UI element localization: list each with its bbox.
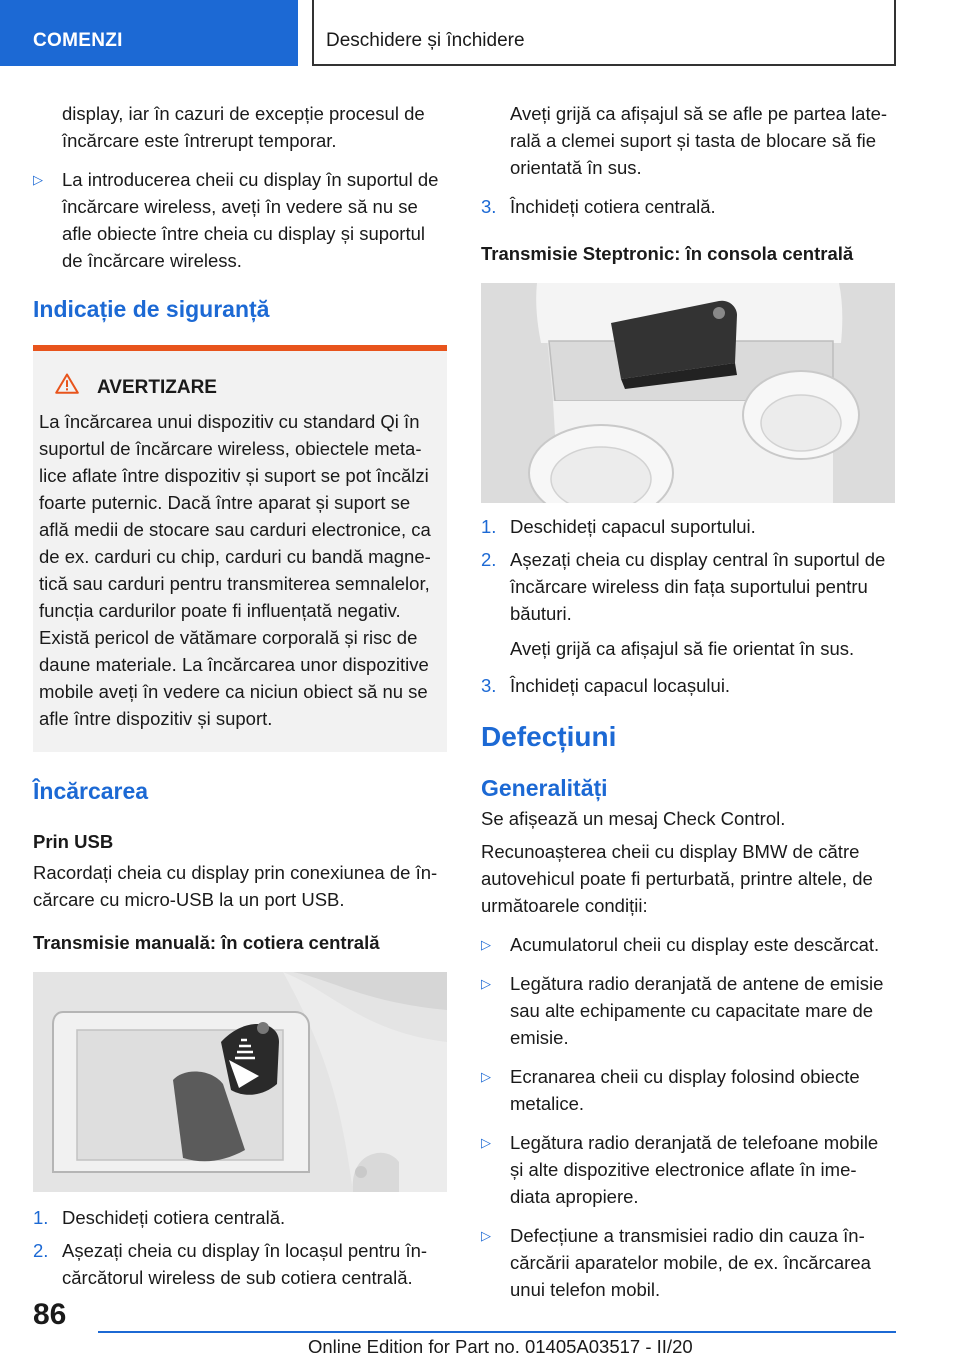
step-item [481,672,895,699]
step-number: 2. [33,1240,49,1261]
list-item [481,931,895,958]
intro-line: încărcare este întrerupt temporar. [62,130,337,151]
bullet-triangle-icon: ▷ [33,172,43,187]
step-item [481,546,895,627]
bullet-triangle-icon: ▷ [481,1069,491,1084]
list-item [481,1063,895,1117]
right-column [481,100,895,1315]
chapter-label: COMENZI [33,30,123,51]
step-number: 3. [481,196,497,217]
safety-heading: Indicație de siguranță [33,296,270,322]
edition-text: Online Edition for Part no. 01405A03517 - II/20 [308,1336,693,1357]
section-tab[interactable] [312,0,896,66]
charging-heading: Încărcarea [33,778,149,804]
step-number: 2. [481,549,497,570]
page-header [0,0,960,66]
console-photo [481,283,895,503]
footer-divider [98,1331,896,1333]
warning-text: La încărcarea unui dispozitiv cu standard Qi în suportul de încărcare wireless, obiectele meta-lice aflate între dispozitiv și suport se pot încălzi foarte puternic. Dacă între aparat și suport se află medii de stocare sau carduri electronice, ca de ex. carduri cu chip, carduri cu bandă magne-tică sau carduri pentru transmiterea semnalelor, funcția cardurilor poate fi influențată negativ. Există pericol de vătămare corporală și risc de daune materiale. La încărcarea unor dispozitive mobile aveți în vedere ca niciun obiect să nu se afle între dispozitiv și suport. [39,411,431,729]
step-text: Închideți capacul locașului. [510,675,731,696]
bullet-triangle-icon: ▷ [481,1135,491,1150]
list-item [33,166,447,274]
faults-heading: Defecțiuni [481,721,617,752]
list-item-text: Legătura radio deranjată de antene de emisie sau alte echipamente cu capacitate mare de emisie. [510,973,884,1048]
steptronic-heading: Transmisie Steptronic: în consola centrală [481,243,854,264]
bullet-triangle-icon: ▷ [481,976,491,991]
step-number: 1. [481,516,497,537]
bullet-triangle-icon: ▷ [481,1228,491,1243]
step-text: Deschideți cotiera centrală. [62,1207,286,1228]
list-item-text: La introducerea cheii cu display în suportul de încărcare wireless, aveți în vedere să nu se afle obiecte între cheia cu display și suportul de încărcare wireless. [62,169,439,271]
list-item-text: Ecranarea cheii cu display folosind obiecte metalice. [510,1066,860,1114]
general-text: Recunoașterea cheii cu display BMW de către autovehicul poate fi perturbată, printre altele, de următoarele condiții: [481,841,873,916]
warning-triangle-icon [55,373,79,402]
left-column [33,100,447,1301]
list-item [481,970,895,1051]
warning-box [33,345,447,752]
general-heading: Generalități [481,775,608,801]
step-item [481,513,895,540]
warning-title [39,373,439,402]
intro-line: display, iar în cazuri de excepție procesul de [62,103,425,124]
step-text: Deschideți capacul suportului. [510,516,756,537]
list-item [481,1129,895,1210]
manual-heading: Transmisie manuală: în cotiera centrală [33,932,380,953]
usb-heading: Prin USB [33,831,114,852]
list-item-text: Defecțiune a transmisiei radio din cauza în-cărcării aparatelor mobile, de ex. încărcarea unui telefon mobil. [510,1225,871,1300]
step-item [33,1204,447,1231]
chapter-tab[interactable] [0,0,298,66]
list-item-text: Legătura radio deranjată de telefoane mobile și alte dispozitive electronice aflate în ime-diata apropiere. [510,1132,879,1207]
armrest-photo [33,972,447,1192]
step-text: Așezați cheia cu display în locașul pentru în-cărcătorul wireless de sub cotiera centrală. [62,1240,428,1288]
step-text: Așezați cheia cu display central în suportul de încărcare wireless din fața suportului pentru băuturi. [510,549,886,624]
usb-text: Racordați cheia cu display prin conexiunea de în-cărcare cu micro-USB la un port USB. [33,862,438,910]
step-item [481,193,895,220]
warning-title-text: AVERTIZARE [97,377,217,398]
continued-text: Aveți grijă ca afișajul să se afle pe partea late-rală a clemei suport și tasta de blocare să fie orientată în sus. [510,103,888,178]
intro-text [33,100,447,154]
step-number: 3. [481,675,497,696]
step-note: Aveți grijă ca afișajul să fie orientat în sus. [510,638,855,659]
bullet-triangle-icon: ▷ [481,937,491,952]
page-number: 86 [33,1298,67,1331]
list-item [481,1222,895,1303]
step-number: 1. [33,1207,49,1228]
list-item-text: Acumulatorul cheii cu display este descărcat. [510,934,880,955]
step-item [33,1237,447,1291]
section-label: Deschidere și închidere [326,30,525,51]
general-text: Se afișează un mesaj Check Control. [481,808,786,829]
step-text: Închideți cotiera centrală. [510,196,716,217]
